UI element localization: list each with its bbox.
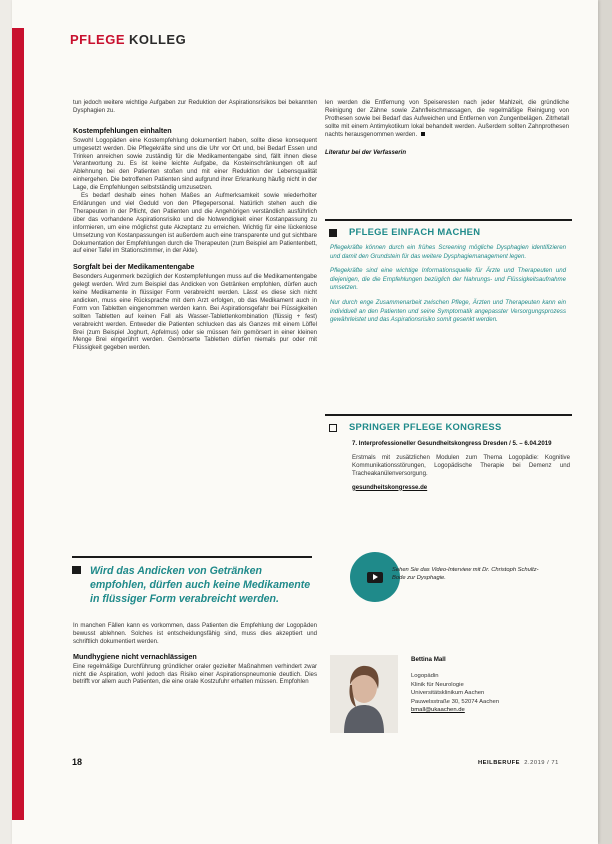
box1-title: PFLEGE EINFACH MACHEN bbox=[349, 226, 481, 237]
paragraph-3: Besonders Augenmerk bezüglich der Kostempfehlungen muss auf die Medikamentengabe gelegt werden. Wird zum Beispiel das Andicken von Getränken empfohlen, dürfen auch keine Medikamente in flüssiger Form verabreicht werden. Lässt es diese sich nicht andicken, muss eine Rücksprache mit dem Arzt erfolgen, ob das Medikament auch in Form von Tabletten eingenommen werden kann. Bei Aspirationsgefahr bei Flüssigkeiten sollten Tabletten auf keinen Fall als Wasser-Tablettenkombination (flüssig + fest) verabreicht werden. Entweder die Patienten schlucken das als Ganzes mit einem Löffel Brei (zum Beispiel Joghurt, Apfelmus) oder sie müssen fein gemörsert in einer kleinen Menge Brei eingerührt werden. Gemörserte Tabletten dürfen niemals pur oder mit Flüssigkeit gegeben werden. bbox=[73, 273, 317, 352]
box1-point-2: Pflegekräfte sind eine wichtige Informationsquelle für Ärzte und Therapeuten und diejenigen, die die Empfehlungen bezüglich der Nahrungs- und Flüssigkeitsaufnahme umsetzen. bbox=[330, 267, 566, 292]
box1-content bbox=[330, 244, 566, 325]
red-side-bar bbox=[12, 28, 24, 820]
paragraph-4: In manchen Fällen kann es vorkommen, dass Patienten die Empfehlung der Logopäden bewusst ablehnen. Solches ist entscheidungsfähig sind, muss dies akzeptiert und schriftlich dokumentiert werden. bbox=[73, 622, 317, 645]
box1-point-1: Pflegekräfte können durch ein frühes Screening mögliche Dysphagien identifizieren und damit den Grundstein für das weitere Dysphagiemanagement legen. bbox=[330, 244, 566, 260]
section-header bbox=[70, 32, 186, 47]
heading-kostempfehlungen: Kostempfehlungen einhalten bbox=[73, 125, 172, 135]
footer-magazine bbox=[478, 760, 559, 766]
paragraph-5: Eine regelmäßige Durchführung gründlicher oraler gezielter Maßnahmen verhindert zwar nicht die Aspiration, wohl jedoch das Risiko einer Aspirationspneumonie deutlich. Dies betrifft vor allem auch Patienten, die eine orale Kostzufuhr erhalten müssen. Empfohlen bbox=[73, 662, 317, 686]
box-pflege-einfach-machen bbox=[325, 219, 572, 237]
author-line: Klinik für Neurologie bbox=[411, 681, 464, 688]
heading-mundhygiene: Mundhygiene nicht vernachlässigen bbox=[73, 651, 197, 661]
intro-text: tun jedoch weitere wichtige Aufgaben zur Reduktion der Aspirationsrisikos bei bekannten Dysphagien zu. bbox=[73, 99, 317, 114]
magazine-name: HEILBERUFE bbox=[478, 760, 521, 766]
box2-title: SPRINGER PFLEGE KONGRESS bbox=[349, 421, 502, 432]
box-springer-kongress bbox=[325, 414, 572, 432]
box2-content bbox=[352, 440, 570, 492]
author-line: Pauwelsstraße 30, 52074 Aachen bbox=[411, 698, 500, 705]
quote-marker-icon bbox=[72, 566, 81, 574]
end-square-icon bbox=[421, 132, 425, 136]
play-triangle-icon bbox=[373, 574, 378, 580]
box2-text: Erstmals mit zusätzlichen Modulen zum Thema Logopädie: Kognitive Kommunikationsstörungen, Logopädische Therapie bei Demenz und Tracheakanülenversorgung. bbox=[352, 453, 570, 477]
background-edge bbox=[598, 0, 612, 844]
author-info bbox=[411, 656, 499, 714]
header-kolleg: KOLLEG bbox=[129, 32, 187, 47]
left-column-top bbox=[73, 99, 317, 352]
issue-number: 2.2019 / 71 bbox=[524, 760, 559, 766]
box1-point-3: Nur durch enge Zusammenarbeit zwischen Pflege, Ärzten und Therapeuten kann ein individuell an den Patienten und seine Symptomatik angepasster Versorgungsprozess gewährleistet und das Aspirationsrisiko somit gesenkt werden. bbox=[330, 298, 566, 324]
author-line: Universitätsklinikum Aachen bbox=[411, 690, 485, 697]
box2-link[interactable]: gesundheitskongresse.de bbox=[352, 483, 428, 491]
paragraph-1: Sowohl Logopäden eine Kostempfehlung dokumentiert haben, sollte diese konsequent umgesetzt werden. Die Pflegekräfte sind uns die Uhr vor Ort und, bei Bedarf Essen und Trinken anreichen sowie zuständig für die Medikamentengabe sind, fällt ihnen diese Verantwortung zu. Es ist keine leichte Aufgabe, da Kosteinschränkungen oft auf Ablehnung bei den Patienten stoßen und mit einer Reduktion der Lebensqualität einhergehen. Die betroffenen Patienten sind aufgrund ihrer Erkrankung häufig nicht in der Lage, die Empfehlungen selbstständig umzusetzen. bbox=[73, 136, 317, 192]
left-column-bottom bbox=[73, 622, 317, 686]
header-pflege: PFLEGE bbox=[70, 32, 126, 47]
literature-note: Literatur bei der Verfasserin bbox=[325, 148, 407, 156]
box-marker-icon bbox=[329, 229, 337, 237]
author-portrait-icon bbox=[330, 655, 398, 733]
author-line: Logopädin bbox=[411, 673, 439, 680]
pull-quote bbox=[72, 556, 312, 606]
calendar-icon bbox=[329, 424, 337, 432]
paragraph-2: Es bedarf deshalb eines hohen Maßes an Aufmerksamkeit sowie wiederholter Erklärungen und viel Geduld von den Pflegepersonal. Natürlich stehen auch die Therapeuten in der Pflicht, den Patienten und die Angehörigen verständlich ausführlich über das vorhandene Aspirationsrisiko und die Notwendigkeit einer Kostanpassung zu informieren, um eine möglichst gute Akzeptanz zu erreichen. Wichtig für eine lückenlose Umsetzung von Kostanpassungen ist außerdem auch eine transparente und gut sichtbare Dokumentation der Empfehlungen durch die Therapeuten (zum Beispiel am Patientenbett, auf einer Tafel im Stationszimmer, in der Akte). bbox=[73, 192, 317, 255]
heading-medikamente: Sorgfalt bei der Medikamentengabe bbox=[73, 262, 195, 272]
author-email[interactable]: bmall@ukaachen.de bbox=[411, 707, 465, 714]
right-column-top bbox=[325, 99, 569, 156]
paragraph-continued bbox=[325, 99, 569, 139]
box2-heading: 7. Interprofessioneller Gesundheitskongress Dresden / 5. – 6.04.2019 bbox=[352, 440, 552, 447]
pull-quote-text: Wird das Andicken von Getränken empfohlen, dürfen auch keine Medikamente in flüssiger Form verabreicht werden. bbox=[90, 565, 311, 605]
author-name: Bettina Mall bbox=[411, 656, 446, 663]
continued-text: len werden die Entfernung von Speiseresten nach jeder Mahlzeit, die gründliche Reinigung der Zähne sowie Zahnfleischmassagen, die regelmäßige Reinigung von Prothesen sowie bei Bedarf das Aufweichen und Entfernen von Zungenbelägen. Zitrhetall sollte mit einem Antimykotikum lokal behandelt werden. Außerdem sollten Zahnprothesen nachts herausgenommen werden. bbox=[325, 99, 569, 138]
page-number: 18 bbox=[72, 757, 83, 767]
video-caption: Sehen Sie das Video-Interview mit Dr. Christoph Schultz-Bode zur Dysphagie. bbox=[392, 567, 539, 581]
author-photo bbox=[330, 655, 398, 733]
